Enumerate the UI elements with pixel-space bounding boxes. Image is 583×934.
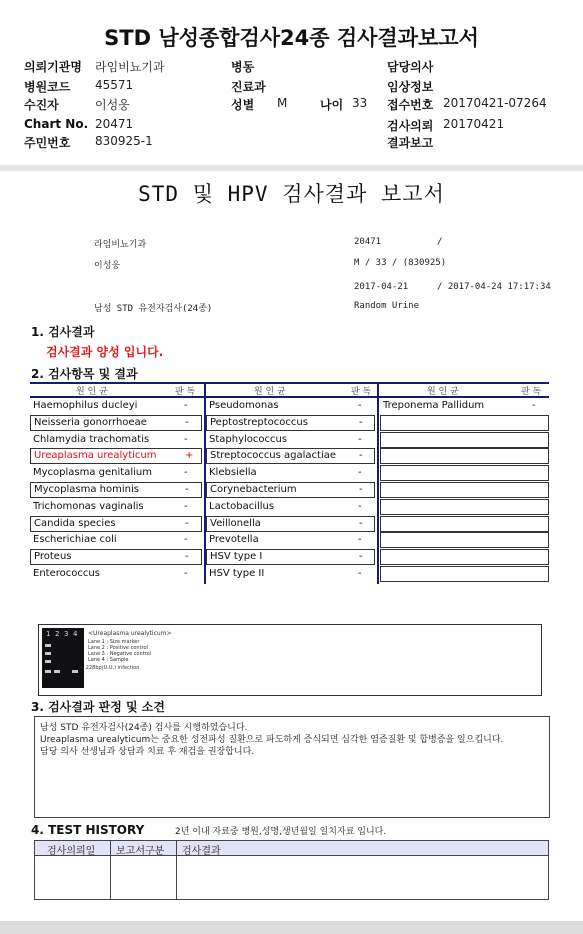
verdict-value: - [185, 484, 189, 495]
pathogen-name: Corynebacterium [210, 484, 297, 495]
col1-pathogen-header: 원 인 균 [76, 387, 108, 397]
result-row [206, 499, 375, 515]
col1-header [30, 382, 204, 398]
verdict-value: - [185, 517, 189, 529]
positive-result: 검사결과 양성 입니다. [46, 345, 164, 359]
result-row [30, 415, 202, 431]
col1-verdict-header: 판 독 [175, 387, 196, 397]
sex-value: M [277, 96, 288, 110]
pathogen-name: Veillonella [210, 517, 261, 529]
col2-header [206, 382, 377, 398]
result-row [30, 465, 202, 481]
ward-label: 병동 [231, 60, 255, 74]
patient-value: 이성웅 [95, 98, 130, 112]
history-header-type: 보고서구분 [116, 846, 165, 857]
sex-label: 성별 [231, 98, 255, 112]
pathogen-name: Klebsiella [209, 467, 257, 479]
history-table [34, 840, 549, 900]
gel-legend: Lane 4 : Sample [88, 657, 129, 663]
lane-label: 2 [55, 630, 60, 638]
verdict-value: - [358, 433, 362, 445]
age-label: 나이 [320, 98, 344, 112]
verdict-value: - [358, 500, 362, 512]
result-row [206, 465, 375, 481]
verdict-value: - [184, 433, 188, 445]
section-3-title: 3. 검사결과 판정 및 소견 [31, 700, 165, 714]
history-column-line [110, 841, 111, 899]
age-value: 33 [352, 96, 368, 110]
result-row [380, 448, 549, 464]
verdict-value: - [185, 551, 189, 563]
history-header-date: 검사의뢰일 [47, 846, 96, 857]
col3-pathogen-header: 원 인 균 [427, 387, 459, 397]
verdict-value: - [358, 534, 362, 546]
verdict-value: - [358, 400, 362, 411]
hospital-code-label: 병원코드 [24, 80, 71, 94]
verdict-value: - [359, 450, 363, 462]
verdict-value: - [358, 467, 362, 479]
gel-electrophoresis-image [42, 628, 84, 688]
verdict-value: - [184, 500, 188, 512]
info-chart-no: 20471 [354, 237, 382, 247]
result-row [380, 549, 549, 565]
pathogen-name: Prevotella [209, 534, 259, 546]
history-column-line [176, 841, 177, 899]
info-patient: 이성웅 [94, 261, 121, 271]
verdict-value: - [358, 568, 362, 579]
result-row [206, 448, 375, 464]
pathogen-name: Enterococcus [33, 568, 100, 579]
result-row [206, 532, 375, 548]
receipt-label: 접수번호 [387, 98, 434, 112]
request-label: 검사의뢰 [387, 119, 434, 133]
pathogen-name: Trichomonas vaginalis [33, 500, 144, 512]
lane-label: 3 [64, 630, 69, 638]
result-row [380, 482, 549, 498]
gel-band [45, 652, 51, 655]
verdict-value: - [184, 568, 188, 579]
pathogen-name: Pseudomonas [209, 400, 279, 411]
request-value: 20170421 [443, 117, 505, 131]
result-row [380, 465, 549, 481]
gel-legend: Lane 1 : Size marker [88, 639, 140, 645]
pathogen-name: Peptostreptococcus [210, 416, 308, 428]
pathogen-name: Treponema Pallidum [383, 400, 485, 411]
institution-label: 의뢰기관명 [24, 60, 82, 74]
result-row [380, 398, 549, 414]
gel-band [45, 660, 51, 663]
info-date-request: 2017-04-21 [354, 282, 409, 292]
section-1-title: 1. 검사결과 [31, 325, 95, 339]
verdict-value: - [359, 517, 363, 529]
gel-legend: Lane 3 : Negative control [88, 651, 152, 657]
result-row [30, 482, 202, 498]
result-row [30, 499, 202, 515]
gel-arrow-label: ← 228bp(U.U.) infection [80, 665, 140, 671]
col3-header [379, 382, 549, 398]
result-row [380, 499, 549, 515]
pathogen-name: Streptococcus agalactiae [210, 450, 337, 462]
result-row [206, 566, 375, 582]
result-row [380, 566, 549, 582]
pathogen-name: HSV type II [209, 568, 265, 579]
comment-line: 담당 의사 선생님과 상담과 치료 후 재검을 권장합니다. [40, 747, 255, 757]
verdict-value: - [184, 467, 188, 479]
info-institution: 라임비뇨기과 [94, 240, 147, 250]
gel-band [45, 644, 51, 647]
pathogen-name: Lactobacillus [209, 500, 275, 512]
result-row [30, 549, 202, 565]
section-4-title: 4. TEST HISTORY [31, 823, 145, 837]
page-title: STD 남성종합검사24종 검사결과보고서 [104, 26, 479, 50]
info-test-name: 남성 STD 유전자검사(24종) [94, 304, 213, 314]
hospital-code-value: 45571 [95, 78, 134, 92]
receipt-value: 20170421-07264 [443, 96, 547, 110]
pathogen-name: Ureaplasma urealyticum [34, 450, 157, 462]
chart-label: Chart No. [24, 117, 89, 131]
gel-title: <Ureaplasma urealyticum> [88, 630, 172, 637]
info-date-report: / 2017-04-24 17:17:34 [437, 282, 551, 292]
header-row-5 [0, 134, 583, 152]
chart-value: 20471 [95, 117, 134, 131]
result-row [380, 532, 549, 548]
comment-line: Ureaplasma urealyticum는 중요한 성전파성 질환으로 파도하게 증식되면 심각한 염증질환 및 합병증을 일으킵니다. [40, 735, 504, 745]
gel-band [54, 670, 60, 673]
verdict-value: - [184, 534, 188, 546]
id-value: 830925-1 [95, 134, 153, 148]
result-row [380, 415, 549, 431]
gel-legend: Lane 2 : Positive control [88, 645, 148, 651]
pathogen-name: Staphylococcus [209, 433, 288, 445]
report-title: STD 및 HPV 검사결과 보고서 [138, 182, 445, 206]
clinical-label: 임상정보 [387, 80, 434, 94]
col3-verdict-header: 판 독 [521, 387, 542, 397]
history-header-row [35, 841, 548, 856]
pathogen-name: Escherichiae coli [33, 534, 117, 546]
verdict-value: - [359, 551, 363, 563]
patient-label: 수진자 [24, 98, 59, 112]
institution-value: 라임비뇨기과 [95, 60, 165, 74]
header-row-4 [0, 117, 583, 135]
verdict-value: - [359, 484, 363, 495]
result-row [206, 549, 375, 565]
header-row-1 [0, 58, 583, 76]
result-row [30, 432, 202, 448]
lane-label: 4 [73, 630, 78, 638]
col2-verdict-header: 판 독 [351, 387, 372, 397]
pathogen-name: Mycoplasma hominis [34, 484, 139, 495]
result-row [30, 448, 202, 464]
history-header-result: 검사결과 [182, 846, 221, 857]
result-row [30, 566, 202, 582]
result-row [206, 516, 375, 532]
gel-band [45, 670, 51, 673]
gel-band [72, 670, 78, 673]
pathogen-name: Mycoplasma genitalium [33, 467, 152, 479]
page-bottom [0, 921, 583, 934]
result-row [380, 432, 549, 448]
result-row [206, 415, 375, 431]
id-label: 주민번호 [24, 136, 71, 150]
result-row [206, 398, 375, 414]
doctor-label: 담당의사 [387, 60, 434, 74]
verdict-value: - [532, 400, 536, 411]
pathogen-name: Candida species [34, 517, 116, 529]
result-row [206, 432, 375, 448]
verdict-value: - [359, 416, 363, 428]
info-specimen: Random Urine [354, 301, 420, 311]
section-2-title: 2. 검사항목 및 결과 [31, 367, 138, 381]
verdict-value: - [184, 400, 188, 411]
result-row [30, 516, 202, 532]
pathogen-name: Neisseria gonorrhoeae [34, 416, 147, 428]
result-row [206, 482, 375, 498]
pathogen-name: Haemophilus ducleyi [33, 400, 138, 411]
comment-line: 남성 STD 유전자검사(24종) 검사를 시행하였습니다. [40, 723, 248, 733]
report-label: 결과보고 [387, 136, 434, 150]
pathogen-name: HSV type I [210, 551, 263, 563]
header-row-3 [0, 96, 583, 114]
header-row-2 [0, 78, 583, 96]
verdict-value: + [185, 450, 194, 462]
info-sex-age: M / 33 / (830925) [354, 258, 447, 268]
department-label: 진료과 [231, 80, 266, 94]
pathogen-name: Proteus [34, 551, 72, 563]
history-note: 2년 이내 자료중 병원,성명,생년월일 일치자료 입니다. [175, 827, 387, 837]
verdict-value: - [185, 416, 189, 428]
result-row [380, 516, 549, 532]
pathogen-name: Chlamydia trachomatis [33, 433, 150, 445]
result-row [30, 398, 202, 414]
lane-label: 1 [46, 630, 51, 638]
result-row [30, 532, 202, 548]
col2-pathogen-header: 원 인 균 [254, 387, 286, 397]
info-separator: / [437, 237, 443, 247]
column-divider-2 [377, 382, 379, 584]
